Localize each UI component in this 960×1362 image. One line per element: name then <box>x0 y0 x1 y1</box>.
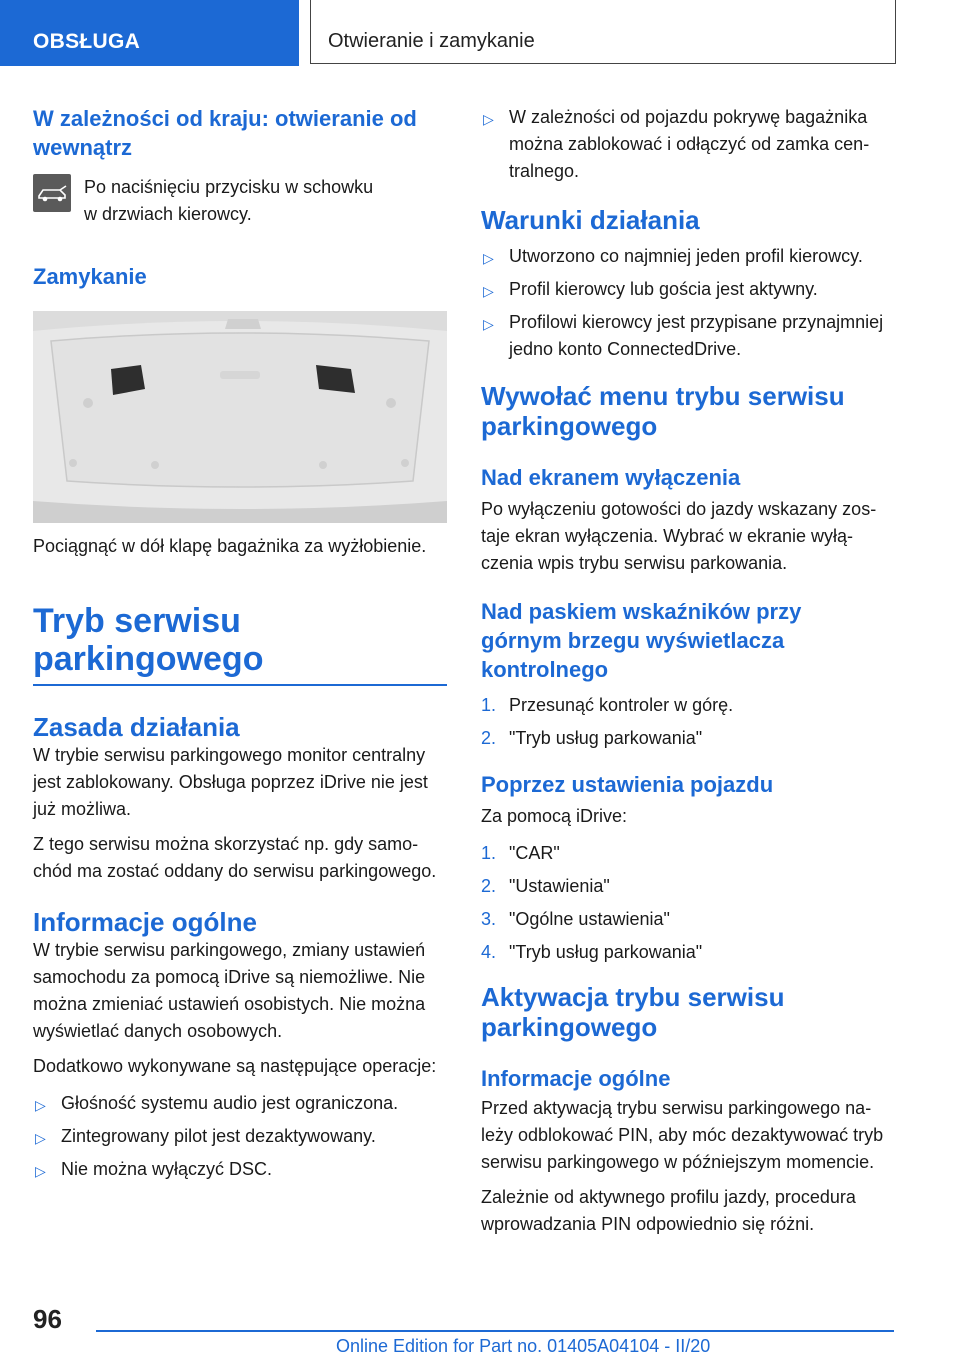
bullet-triangle-icon: ▷ <box>483 250 494 266</box>
activation-text-1: Przed aktywacją trybu serwisu parkingowego należy odblokować PIN, aby móc dezaktywować tryb serwisu parkingowego w późniejszym momencie. <box>481 1098 884 1172</box>
bullet-triangle-icon: ▷ <box>35 1163 46 1179</box>
bullet-triangle-icon: ▷ <box>483 283 494 299</box>
left-column <box>33 100 447 1189</box>
list-item: ▷ Głośność systemu audio jest ograniczona. <box>33 1090 447 1117</box>
bullet-triangle-icon: ▷ <box>35 1130 46 1146</box>
heading-country-opening: W zależności od kraju: otwieranie od wewnątrz <box>33 106 417 160</box>
list-item: ▷ Profil kierowcy lub gościa jest aktywny. <box>481 276 897 303</box>
heading-conditions: Warunki działania <box>481 205 700 235</box>
heading-status-bar: Nad paskiem wskaźników przy górnym brzegu wyświetlacza kontrolnego <box>481 599 802 682</box>
button-instruction <box>33 174 447 228</box>
above-screen-text: Po wyłączeniu gotowości do jazdy wskazany zostaje ekran wyłączenia. Wybrać w ekranie wyłączenia wpis trybu serwisu parkowania. <box>481 499 877 573</box>
list-item: ▷ Profilowi kierowcy jest przypisane przynajmniej jedno konto ConnectedDrive. <box>483 312 884 359</box>
heading-rule <box>33 684 447 686</box>
chapter-tab: Otwieranie i zamykanie <box>310 0 896 64</box>
heading-vehicle-settings: Poprzez ustawienia pojazdu <box>481 772 774 797</box>
general-text-2: Dodatkowo wykonywane są następujące operacje: <box>33 1056 437 1076</box>
list-item: 1. "CAR" <box>481 843 560 863</box>
heading-principle: Zasada działania <box>33 712 240 742</box>
list-item: ▷ Zintegrowany pilot jest dezaktywowany. <box>33 1123 447 1150</box>
trunk-lid-image <box>33 311 447 523</box>
general-text-1: W trybie serwisu parkingowego, zmiany ustawień samochodu za pomocą iDrive są niemożliwe. Nie można zmieniać ustawień osobistych. Nie można wyświetlać danych osobowych. <box>33 940 426 1041</box>
settings-intro: Za pomocą iDrive: <box>481 806 628 826</box>
heading-activation-general: Informacje ogólne <box>481 1066 671 1091</box>
settings-steps <box>481 840 897 966</box>
button-instruction-text: Po naciśnięciu przycisku w schowku w drzwiach kierowcy. <box>84 177 374 224</box>
heading-parking-mode: Tryb serwisu parkingowego <box>33 602 264 678</box>
list-item: 1. Przesunąć kontroler w górę. <box>481 695 734 715</box>
section-tab: OBSŁUGA <box>0 0 299 66</box>
heading-call-menu: Wywołać menu trybu serwisu parkingowego <box>481 381 845 441</box>
heading-activation: Aktywacja trybu serwisu parkingowego <box>481 982 785 1042</box>
list-item: 3. "Ogólne ustawienia" <box>481 909 670 929</box>
heading-closing: Zamykanie <box>33 264 147 289</box>
conditions-list <box>481 243 897 363</box>
footer-edition: Online Edition for Part no. 01405A04104 - II/20 <box>336 1336 711 1356</box>
image-caption: Pociągnąć w dół klapę bagażnika za wyżłobienie. <box>33 536 427 556</box>
page-number: 96 <box>33 1304 62 1334</box>
trunk-lock-list <box>481 104 897 185</box>
principle-text-1: W trybie serwisu parkingowego monitor centralny jest zablokowany. Obsługa poprzez iDrive nie jest już możliwa. <box>33 745 428 819</box>
principle-text-2: Z tego serwisu można skorzystać np. gdy samochód ma zostać oddany do serwisu parkingowego. <box>33 834 437 881</box>
status-bar-steps <box>481 692 897 752</box>
heading-general-info: Informacje ogólne <box>33 907 257 937</box>
list-item: 4. "Tryb usług parkowania" <box>481 942 703 962</box>
bullet-triangle-icon: ▷ <box>483 111 494 127</box>
list-item: ▷ Utworzono co najmniej jeden profil kierowcy. <box>481 243 897 270</box>
list-item: ▷ Nie można wyłączyć DSC. <box>33 1156 447 1183</box>
right-column <box>481 100 897 1238</box>
footer-rule <box>96 1330 894 1332</box>
activation-text-2: Zależnie od aktywnego profilu jazdy, procedura wprowadzania PIN odpowiednio się różni. <box>481 1187 856 1234</box>
heading-above-screen: Nad ekranem wyłączenia <box>481 465 741 490</box>
page-header <box>0 0 960 66</box>
bullet-triangle-icon: ▷ <box>483 316 494 332</box>
bullet-triangle-icon: ▷ <box>35 1097 46 1113</box>
list-item: ▷ W zależności od pojazdu pokrywę bagażnika można zablokować i odłączyć od zamka centralnego. <box>483 107 870 181</box>
list-item: 2. "Tryb usług parkowania" <box>481 728 703 748</box>
list-item: 2. "Ustawienia" <box>481 876 610 896</box>
car-trunk-icon <box>33 174 71 212</box>
operations-list <box>33 1090 447 1183</box>
